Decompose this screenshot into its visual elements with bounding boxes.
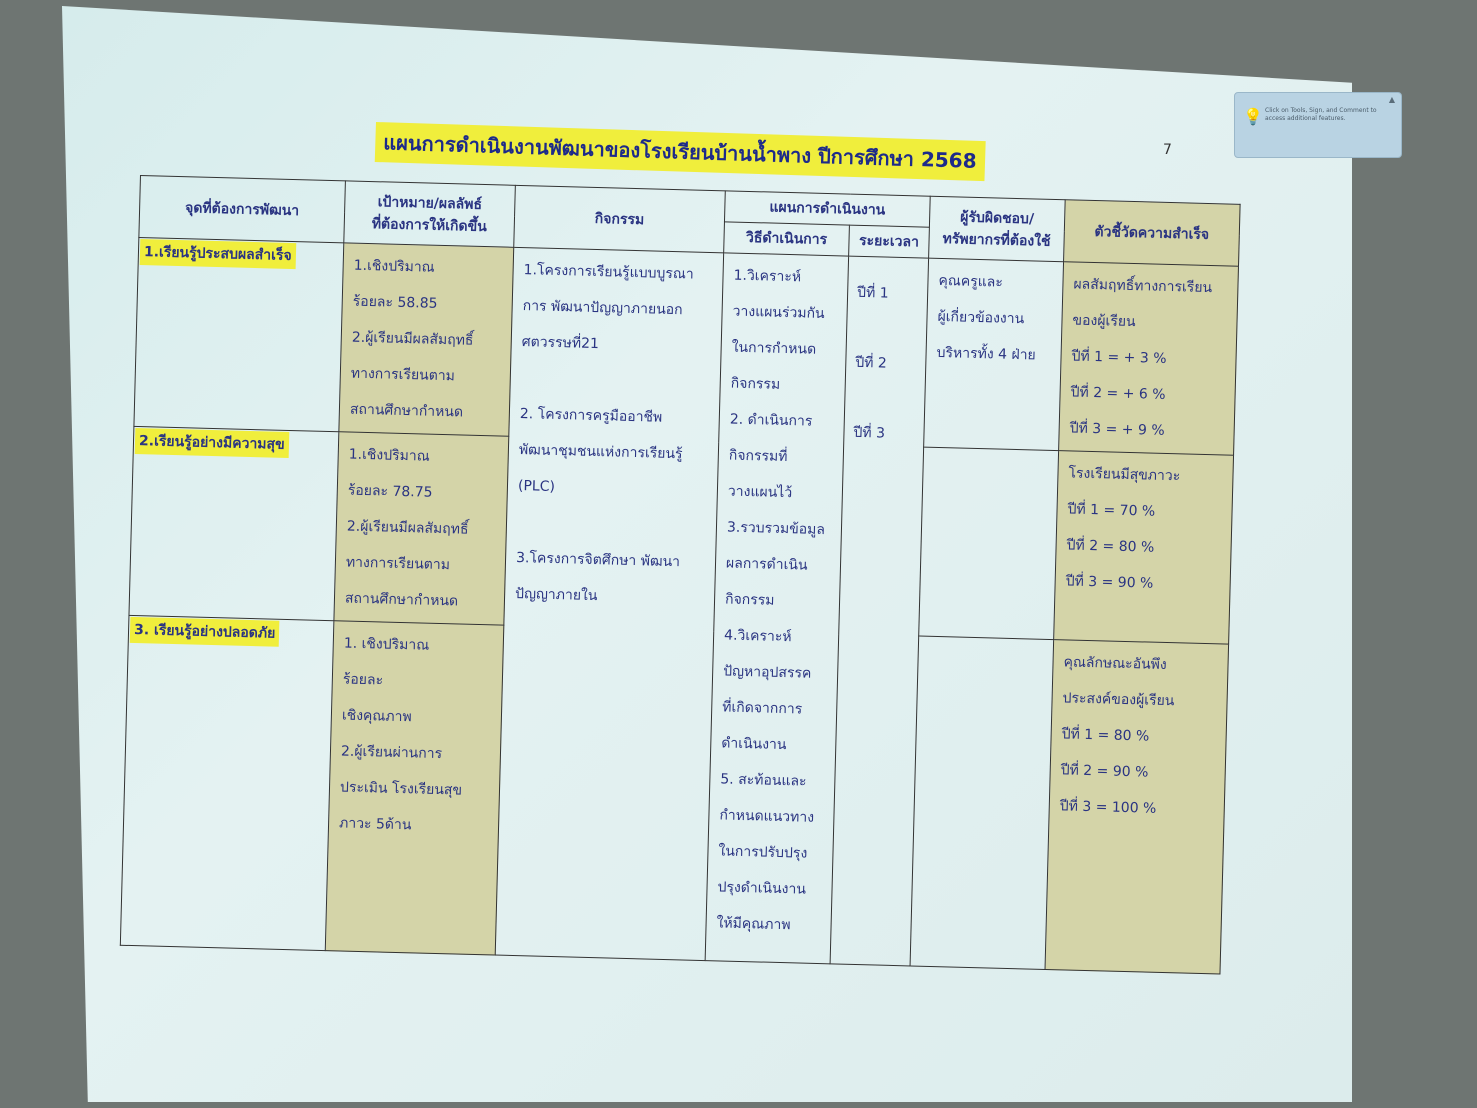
header-activity: กิจกรรม (514, 185, 726, 252)
indicator-line: ของผู้เรียน (1072, 312, 1136, 331)
header-indicator: ตัวชี้วัดความสำเร็จ (1064, 200, 1241, 267)
activity-line: 2. โครงการครูมืออาชีพ (519, 406, 663, 426)
method-line: ในการกำหนด (731, 339, 817, 358)
method-line: วางแผนร่วมกัน (732, 303, 825, 322)
indicator-line: ปีที่ 2 = 80 % (1066, 537, 1155, 556)
activity-cell (495, 247, 723, 960)
goal-line: 2.ผู้เรียนมีผลสัมฤทธิ์ (346, 518, 469, 538)
activity-line: 3.โครงการจิตศึกษา พัฒนา (515, 549, 681, 571)
header-goal-line1: เป้าหมาย/ผลลัพธ์ (377, 193, 483, 213)
goal-line: 1. เชิงปริมาณ (343, 635, 430, 654)
header-method: วิธีดำเนินการ (724, 222, 850, 256)
goal-line: ทางการเรียนตาม (350, 365, 456, 385)
activity-line: ศตวรรษที่21 (521, 334, 600, 353)
goal-line: 1.เชิงปริมาณ (348, 446, 430, 465)
indicator-line: คุณลักษณะอันพึง (1063, 654, 1167, 674)
goal-line: สถานศึกษากำหนด (344, 590, 459, 610)
method-line: ที่เกิดจากการ (722, 699, 803, 718)
indicator-line: โรงเรียนมีสุขภาวะ (1068, 465, 1181, 485)
method-line: 2. ดำเนินการ (729, 411, 813, 430)
indicator-line: ปีที่ 1 = 80 % (1061, 726, 1150, 745)
period-line: ปีที่ 2 (855, 354, 888, 372)
header-goal-line2: ที่ต้องการให้เกิดขึ้น (371, 215, 487, 235)
indicator-cell-1 (1059, 262, 1239, 456)
indicator-line: ปีที่ 1 = 70 % (1067, 501, 1156, 520)
goal-line: 2.ผู้เรียนมีผลสัมฤทธิ์ (351, 329, 474, 349)
responsible-line: คุณครูและ (938, 272, 1004, 291)
activity-line: ปัญญาภายใน (514, 585, 598, 605)
indicator-line: ปีที่ 3 = + 9 % (1069, 420, 1165, 439)
method-line: ให้มีคุณภาพ (716, 915, 791, 934)
indicator-cell-2 (1054, 451, 1234, 645)
responsible-cell-2 (919, 447, 1059, 639)
indicator-line: ปีที่ 1 = + 3 % (1071, 348, 1167, 367)
tooltip-text: Click on Tools, Sign, and Comment to access additional features. (1265, 107, 1377, 122)
focus-cell-3 (120, 615, 334, 950)
goal-line: ภาวะ 5ด้าน (338, 815, 412, 834)
goal-cell-2 (334, 432, 509, 625)
indicator-line: ปีที่ 2 = 90 % (1060, 762, 1149, 781)
method-line: ดำเนินงาน (721, 735, 787, 754)
indicator-line: ปีที่ 3 = 90 % (1065, 573, 1154, 592)
method-line: ผลการดำเนิน (725, 555, 808, 574)
header-responsible (929, 196, 1066, 262)
header-responsible-line2: ทรัพยากรที่ต้องใช้ (942, 230, 1051, 250)
plan-table-wrap (120, 175, 1241, 975)
focus-cell-2 (129, 426, 339, 620)
indicator-line: ปีที่ 2 = + 6 % (1070, 384, 1166, 403)
header-goal (344, 181, 516, 247)
method-line: 5. สะท้อนและ (720, 771, 807, 790)
method-line: 3.รวบรวมข้อมูล (726, 519, 826, 539)
header-focus: จุดที่ต้องการพัฒนา (139, 176, 346, 243)
goal-cell-3 (325, 621, 504, 955)
method-line: ปัญหาอุปสรรค (722, 663, 812, 682)
activity-line: พัฒนาชุมชนแห่งการเรียนรู้ (518, 442, 683, 463)
goal-line: ร้อยละ (342, 671, 384, 689)
method-line: ปรุงดำเนินงาน (717, 879, 807, 898)
header-plan: แผนการดำเนินงาน (724, 191, 930, 227)
focus-label: 1.เรียนรู้ประสบผลสำเร็จ (140, 239, 296, 269)
indicator-line: ประสงค์ของผู้เรียน (1062, 690, 1175, 710)
activity-line: (PLC) (517, 478, 556, 495)
page-number: 7 (1163, 142, 1172, 158)
goal-line: ร้อยละ 58.85 (352, 293, 438, 312)
focus-label: 2.เรียนรู้อย่างมีความสุข (135, 428, 289, 458)
period-line: ปีที่ 3 (853, 424, 886, 442)
responsible-line: ผู้เกี่ยวข้องงาน (937, 308, 1025, 328)
method-line: กิจกรรมที่ (728, 447, 788, 466)
goal-line: ทางการเรียนตาม (345, 554, 451, 574)
period-line: ปีที่ 1 (856, 284, 889, 302)
plan-table (120, 175, 1241, 975)
header-responsible-line1: ผู้รับผิดชอบ/ (960, 208, 1035, 227)
method-line: ในการปรับปรุง (718, 843, 808, 862)
activity-line: การ พัฒนาปัญญาภายนอก (522, 298, 683, 319)
lightbulb-icon: 💡 (1243, 107, 1263, 126)
acrobat-tooltip[interactable] (1234, 92, 1402, 158)
goal-line: ประเมิน โรงเรียนสุข (339, 779, 463, 799)
goal-line: เชิงคุณภาพ (341, 707, 412, 726)
indicator-line: ผลสัมฤทธิ์ทางการเรียน (1073, 276, 1213, 297)
method-line: กิจกรรม (724, 591, 775, 609)
activity-line: 1.โครงการเรียนรู้แบบบูรณา (523, 262, 694, 283)
indicator-line: ปีที่ 3 = 100 % (1059, 798, 1157, 817)
method-line: 1.วิเคราะห์ (733, 267, 802, 286)
focus-cell-1 (134, 237, 344, 431)
header-period: ระยะเวลา (849, 225, 930, 258)
method-line: 4.วิเคราะห์ (723, 627, 792, 646)
responsible-line: บริหารทั้ง 4 ฝ่าย (936, 344, 1036, 364)
responsible-cell-3 (910, 636, 1054, 969)
method-line: กิจกรรม (730, 375, 781, 393)
page-title: แผนการดำเนินงานพัฒนาของโรงเรียนบ้านน้ำพาง ปีการศึกษา 2568 (375, 122, 985, 181)
focus-label: 3. เรียนรู้อย่างปลอดภัย (130, 617, 280, 647)
chevron-up-icon[interactable]: ▲ (1388, 95, 1395, 104)
goal-line: 2.ผู้เรียนผ่านการ (340, 743, 443, 763)
goal-line: ร้อยละ 78.75 (347, 482, 433, 501)
method-line: วางแผนไว้ (727, 483, 793, 502)
goal-cell-1 (339, 243, 514, 436)
method-line: กำหนดแนวทาง (719, 807, 815, 826)
responsible-cell-1 (924, 258, 1064, 450)
goal-line: 1.เชิงปริมาณ (353, 257, 435, 276)
method-cell (705, 253, 848, 964)
indicator-cell-3 (1045, 640, 1229, 974)
goal-line: สถานศึกษากำหนด (349, 401, 464, 421)
